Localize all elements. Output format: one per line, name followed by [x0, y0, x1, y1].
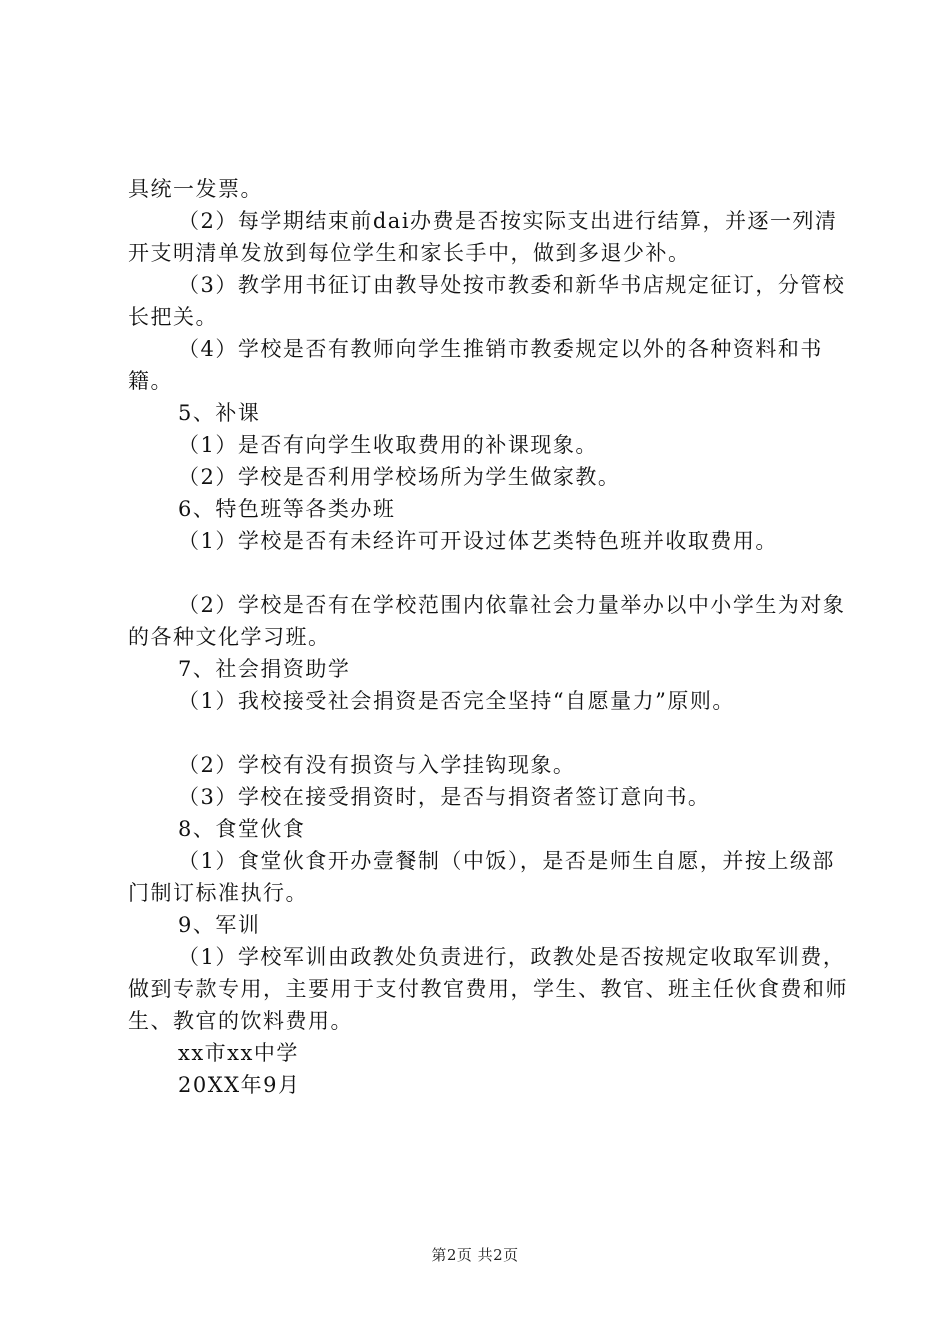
paragraph-1: 具统一发票。 [128, 177, 263, 201]
paragraph-10: （2）学校是否有在学校范围内依靠社会力量举办以中小学生为对象的各种文化学习班。 [128, 593, 846, 649]
section-heading-6: 6、特色班等各类办班 [178, 497, 396, 521]
section-heading-5: 5、补课 [178, 401, 261, 425]
paragraph-4: （4）学校是否有教师向学生推销市教委规定以外的各种资料和书籍。 [128, 337, 823, 393]
paragraph-13: （2）学校有没有损资与入学挂钩现象。 [178, 753, 576, 777]
paragraph-18: （1）学校军训由政教处负责进行，政教处是否按规定收取军训费，做到专款专用，主要用于支付教官费用，学生、教官、班主任伙食费和师生、教官的饮料费用。 [128, 945, 848, 1033]
signature-school: xx市xx中学 [178, 1041, 299, 1065]
page-footer: 第2页 共2页 [431, 1246, 519, 1264]
document-body [128, 173, 848, 1101]
paragraph-7: （2）学校是否利用学校场所为学生做家教。 [178, 465, 621, 489]
paragraph-9: （1）学校是否有未经许可开设过体艺类特色班并收取费用。 [178, 529, 778, 553]
paragraph-3: （3）教学用书征订由教导处按市教委和新华书店规定征订，分管校长把关。 [128, 273, 846, 329]
section-heading-8: 8、食堂伙食 [178, 817, 306, 841]
paragraph-6: （1）是否有向学生收取费用的补课现象。 [178, 433, 598, 457]
paragraph-16: （1）食堂伙食开办壹餐制（中饭），是否是师生自愿，并按上级部门制订标准执行。 [128, 849, 835, 905]
section-heading-7: 7、社会捐资助学 [178, 657, 351, 681]
paragraph-2: （2）每学期结束前dai办费是否按实际支出进行结算，并逐一列清开支明清单发放到每位学生和家长手中，做到多退少补。 [128, 209, 838, 265]
section-heading-9: 9、军训 [178, 913, 261, 937]
signature-date: 20XX年9月 [178, 1073, 301, 1097]
paragraph-14: （3）学校在接受捐资时，是否与捐资者签订意向书。 [178, 785, 711, 809]
paragraph-12: （1）我校接受社会捐资是否完全坚持“自愿量力”原则。 [178, 689, 735, 713]
